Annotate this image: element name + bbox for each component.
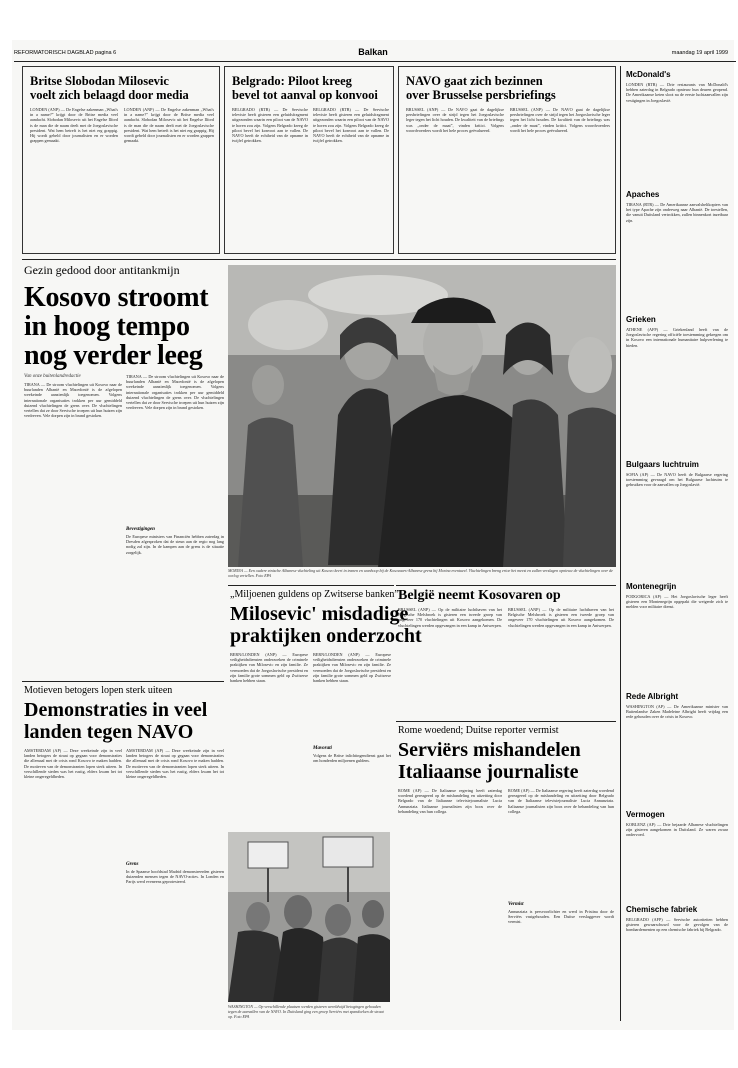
kosovo-body-col2: TIRANA — De stroom vluchtelingen uit Kosovo naar de buurlanden Albanië en Macedonië is de afgelopen weekeinde aanzienlijk toegenomen. Volgens internationale organisaties trokken per uur gemiddeld duizend vluchtelingen de grens over. De vluchtelingen vertellen dat ze door Servische troepen uit hun huizen zijn verdreven. Vele dorpen zijn in brand gestoken.	[126, 374, 224, 411]
rome-headline-1: Serviërs mishandelen	[398, 739, 581, 761]
demos-body-col1: AMSTERDAM (AP) — Deze weekeinde zijn in veel landen betogers de straat op gegaan voor demonstraties die allemaal met de crisis rond Kosovo te maken hadden. De motieven van de demonstranten lopen sterk uiteen. In verschillende steden was het rustig, elders kwam het tot kleine ongeregeldheden.	[24, 748, 122, 780]
demos-photo-caption: WASHINGTON — Op verschillende plaatsen werden gisteren wereldwijd betogingen gehouden tegen de aanvallen van de NAVO. In Duitsland ging een groep Serviërs met spandoeken de straat op. Foto EPA	[228, 1004, 384, 1019]
kosovo-body-col1: TIRANA — De stroom vluchtelingen uit Kosovo naar de buurlanden Albanië en Macedonië is de afgelopen weekeinde aanzienlijk toegenomen. Volgens internationale organisaties trokken per uur gemiddeld duizend vluchtelingen de grens over. De vluchtelingen vertellen dat ze door Servische troepen uit hun huizen zijn verdreven. Vele dorpen zijn in brand gestoken.	[24, 382, 122, 419]
headline-britse-2: voelt zich belaagd door media	[30, 88, 189, 102]
demos-body-col2: AMSTERDAM (AP) — Deze weekeinde zijn in veel landen betogers de straat op gegaan voor demonstraties die allemaal met de crisis rond Kosovo te maken hadden. De motieven van de demonstranten lopen sterk uiteen. In verschillende steden was het rustig, elders kwam het tot kleine ongeregeldheden.	[126, 748, 224, 780]
sidebar-item-title: Rede Albright	[626, 692, 679, 701]
sidebar-item-title: McDonald's	[626, 70, 671, 79]
header-rule	[14, 61, 736, 62]
sidebar-item-body: SOFIA (AP) — De NAVO heeft de Bulgaarse regering toestemming gevraagd om het Bulgaarse luchtruim te gebruiken voor de aanvallen op Joegoslavië.	[626, 472, 728, 488]
headline-britse-1: Britse Slobodan Milosevic	[30, 74, 169, 88]
milosevic-body-col2: BERN/LONDEN (ANP) — Europese veiligheidsdiensten onderzoeken de criminele praktijken van Milosevic en zijn familie. Ze vermoeden dat de Joegoslavische president en zijn familie grote sommen geld op Zwitserse banken hebben staan.	[313, 652, 391, 684]
protest-photo-illustration	[228, 832, 390, 1002]
milosevic-kicker: „Miljoenen guldens op Zwitserse banken”	[230, 589, 399, 600]
milosevic-subhead: Mavorati	[313, 746, 332, 751]
sidebar-item-title: Bulgaars luchtruim	[626, 460, 699, 469]
belgie-body-col2: BRUSSEL (ANP) — Op de militaire luchthaven van het Belgische Melsbroek is gisteren een tweede groep van ongeveer 170 vluchtelingen uit Kosovo aangekomen. De vluchtelingen werden opgevangen in een kamp in Antwerpen.	[508, 607, 614, 628]
sidebar-item-title: Montenegrijn	[626, 582, 677, 591]
sidebar-item-body: BELGRADO (AFP) — Servische autoriteiten hebben gisteren gewaarschuwd voor de gevolgen van de bombardementen op een chemische fabriek bij Belgrado.	[626, 917, 728, 933]
sidebar-item-title: Grieken	[626, 315, 656, 324]
sidebar-item-body: KOBLENZ (AP) — Drie bejaarde Albanese vluchtelingen zijn gisteren aangekomen in Duitsland. Ze waren zwaar ondervoed.	[626, 822, 728, 838]
headline-belgrado-1: Belgrado: Piloot kreeg	[232, 74, 352, 88]
milosevic-top-rule	[228, 585, 394, 586]
kosovo-byline: Van onze buitenlandredactie	[24, 374, 81, 379]
rome-body-col2b: Annunziata is persvoorlichter en werd in Pristina door de Serviërs vastgehouden. Een Duitse verslaggever wordt vermist.	[508, 909, 614, 925]
rome-kicker: Rome woedend; Duitse reporter vermist	[398, 725, 559, 736]
rome-body-col1: ROME (AP) — De Italiaanse regering heeft zaterdag woedend gereageerd op de mishandeling en uitzetting door Belgrado van de Italiaanse televisiejournaliste Lucia Annunziata. Italiaanse journalisten zijn boos over de behandeling van hun collega.	[398, 788, 502, 814]
article-body-belgrado-col2: BELGRADO (RTB) — De Servische televisie heeft gisteren een geluidsfragment uitgezonden waarin een piloot van de NAVO te horen zou zijn. Volgens Belgrado kreeg de piloot bevel het konvooi aan te vallen. De NAVO heeft de echtheid van de opname in twijfel getrokken.	[313, 107, 389, 144]
belgie-top-rule	[396, 585, 616, 586]
rome-headline-2: Italiaanse journaliste	[398, 761, 579, 783]
headline-belgrado-2: bevel tot aanval op konvooi	[232, 88, 378, 102]
sidebar-item-body: ATHENE (AFP) — Griekenland heeft van de Joegoslavische regering officiële toestemming gekregen om in Kosovo een internationale humanitaire hulpverlening te bieden.	[626, 327, 728, 348]
sidebar-item-body: WASHINGTON (AP) — De Amerikaanse minister van Buitenlandse Zaken Madeleine Albright heeft vrijdag een rede gehouden over de crisis in Kosovo.	[626, 704, 728, 720]
demos-kicker: Motieven betogers lopen sterk uiteen	[24, 685, 173, 696]
kosovo-body-col2b: De Europese ministers van Financiën hebben zaterdag in Dresden afgesproken dat de steun aan de regio nog lang nodig zal zijn. In de kampen aan de grens is de situatie zorgelijk.	[126, 534, 224, 555]
article-body-belgrado: BELGRADO (RTB) — De Servische televisie heeft gisteren een geluidsfragment uitgezonden waarin een piloot van de NAVO te horen zou zijn. Volgens Belgrado kreeg de piloot bevel het konvooi aan te vallen. De NAVO heeft de echtheid van de opname in twijfel getrokken.	[232, 107, 308, 144]
page-header	[14, 47, 732, 60]
demos-photo	[228, 832, 390, 1002]
kosovo-headline-2: in hoog tempo	[24, 311, 190, 342]
demos-top-rule	[22, 681, 224, 682]
milosevic-headline-2: praktijken onderzocht	[230, 625, 422, 647]
sidebar-rule	[620, 66, 621, 1021]
kosovo-kicker: Gezin gedood door antitankmijn	[24, 263, 180, 277]
sidebar-item-body: PODGORICA (AP) — Het Joegoslavische leger heeft gisteren een Montenegrijn opgepakt die weigerde zich te melden voor militaire dienst.	[626, 594, 728, 610]
paper-name: REFORMATORISCH DAGBLAD pagina 6	[14, 50, 117, 56]
sidebar-item-title: Chemische fabriek	[626, 905, 698, 914]
refugee-photo-illustration	[228, 265, 616, 567]
milosevic-body-col2b: Volgens de Britse inlichtingendienst gaat het om honderden miljoenen guldens.	[313, 753, 391, 764]
headline-navo-1: NAVO gaat zich bezinnen	[406, 74, 543, 88]
kosovo-headline-3: nog verder leeg	[24, 340, 203, 371]
section-title: Balkan	[358, 47, 388, 57]
article-body-navo-col2: BRUSSEL (ANP) — De NAVO gaat de dagelijkse persbriefingen over de strijd tegen het Joegoslavische leger tegen het licht houden. De kwaliteit van de briefings was „onder de maat”, vinden kritici. Volgens woordvoerders wordt het hele proces geëvalueerd.	[510, 107, 610, 133]
page-date: maandag 19 april 1999	[671, 50, 728, 56]
demos-headline-2: landen tegen NAVO	[24, 721, 194, 743]
rome-body-col2: ROME (AP) — De Italiaanse regering heeft zaterdag woedend gereageerd op de mishandeling en uitzetting door Belgrado van de Italiaanse televisiejournaliste Lucia Annunziata. Italiaanse journalisten zijn boos over de behandeling van hun collega.	[508, 788, 614, 814]
demos-subhead: Grens	[126, 862, 139, 867]
demos-headline-1: Demonstraties in veel	[24, 699, 208, 721]
sidebar-item-body: TIRANA (RTR) — De Amerikaanse aanvalshelikopters van het type Apache zijn onderweg naar Albanië. De toestellen, die vanuit Duitsland vertrokken, zullen binnenkort inzetbaar zijn.	[626, 202, 728, 223]
article-body-navo: BRUSSEL (ANP) — De NAVO gaat de dagelijkse persbriefingen over de strijd tegen het Joegoslavische leger tegen het licht houden. De kwaliteit van de briefings was „onder de maat”, vinden kritici. Volgens woordvoerders wordt het hele proces geëvalueerd.	[406, 107, 504, 133]
rome-top-rule	[396, 721, 616, 722]
milosevic-body-col1: BERN/LONDEN (ANP) — Europese veiligheidsdiensten onderzoeken de criminele praktijken van Milosevic en zijn familie. Ze vermoeden dat de Joegoslavische president en zijn familie grote sommen geld op Zwitserse banken hebben staan.	[230, 652, 308, 684]
kosovo-subhead: Bevestigingen	[126, 527, 155, 532]
kosovo-headline-1: Kosovo stroomt	[24, 282, 209, 313]
rome-subhead: Vermist	[508, 902, 524, 907]
belgie-body-col1: BRUSSEL (ANP) — Op de militaire luchthaven van het Belgische Melsbroek is gisteren een tweede groep van ongeveer 170 vluchtelingen uit Kosovo aangekomen. De vluchtelingen werden opgevangen in een kamp in Antwerpen.	[398, 607, 502, 628]
demos-body-col2b: In de Spaanse hoofdstad Madrid demonstreerden gisteren duizenden mensen tegen de NAVO-acties. In Londen en Parijs werd eveneens geprotesteerd.	[126, 869, 224, 885]
kosovo-top-rule	[22, 259, 616, 260]
belgie-headline: België neemt Kosovaren op	[398, 588, 561, 603]
sidebar-item-title: Vermogen	[626, 810, 665, 819]
milosevic-headline-1: Milosevic' misdadige	[230, 603, 409, 625]
sidebar-item-title: Apaches	[626, 190, 660, 199]
kosovo-photo-caption: MORINA — Een oudere etnische Albanese vluchteling uit Kosovo keert in tranen en wanhoop bij de Kosovaars-Albanese grens bij Morina eventueel. Vluchtelingen breng ertoe het meest en zullen verslagen opnieuw de vluchtelingen over de oorlog vertellen. Foto EPA	[228, 568, 613, 578]
sidebar-item-body: LONDEN (RTR) — Drie restaurants van McDonald's hebben zaterdag in Belgrado opnieuw hun deuren geopend. De Amerikaanse keten sloot na de eerste luchtaanvallen zijn vestigingen in Joegoslavië.	[626, 82, 728, 103]
article-body-britse-col2: LONDEN (ANP) — De Engelse zakenman „What's in a name?” krijgt door de Britse media veel aandacht. Slobodan Milosevic uit het Engelse Ilford is de man die de naam deelt met de Joegoslavische president. Wat hem betreft is het niet erg grappig. Hij wordt gebeld door journalisten en er worden grappen gemaakt.	[124, 107, 214, 144]
kosovo-photo	[228, 265, 616, 567]
article-body-britse: LONDEN (ANP) — De Engelse zakenman „What's in a name?” krijgt door de Britse media veel aandacht. Slobodan Milosevic uit het Engelse Ilford is de man die de naam deelt met de Joegoslavische president. Wat hem betreft is het niet erg grappig. Hij wordt gebeld door journalisten en er worden grappen gemaakt.	[30, 107, 118, 144]
headline-navo-2: over Brusselse persbriefings	[406, 88, 556, 102]
